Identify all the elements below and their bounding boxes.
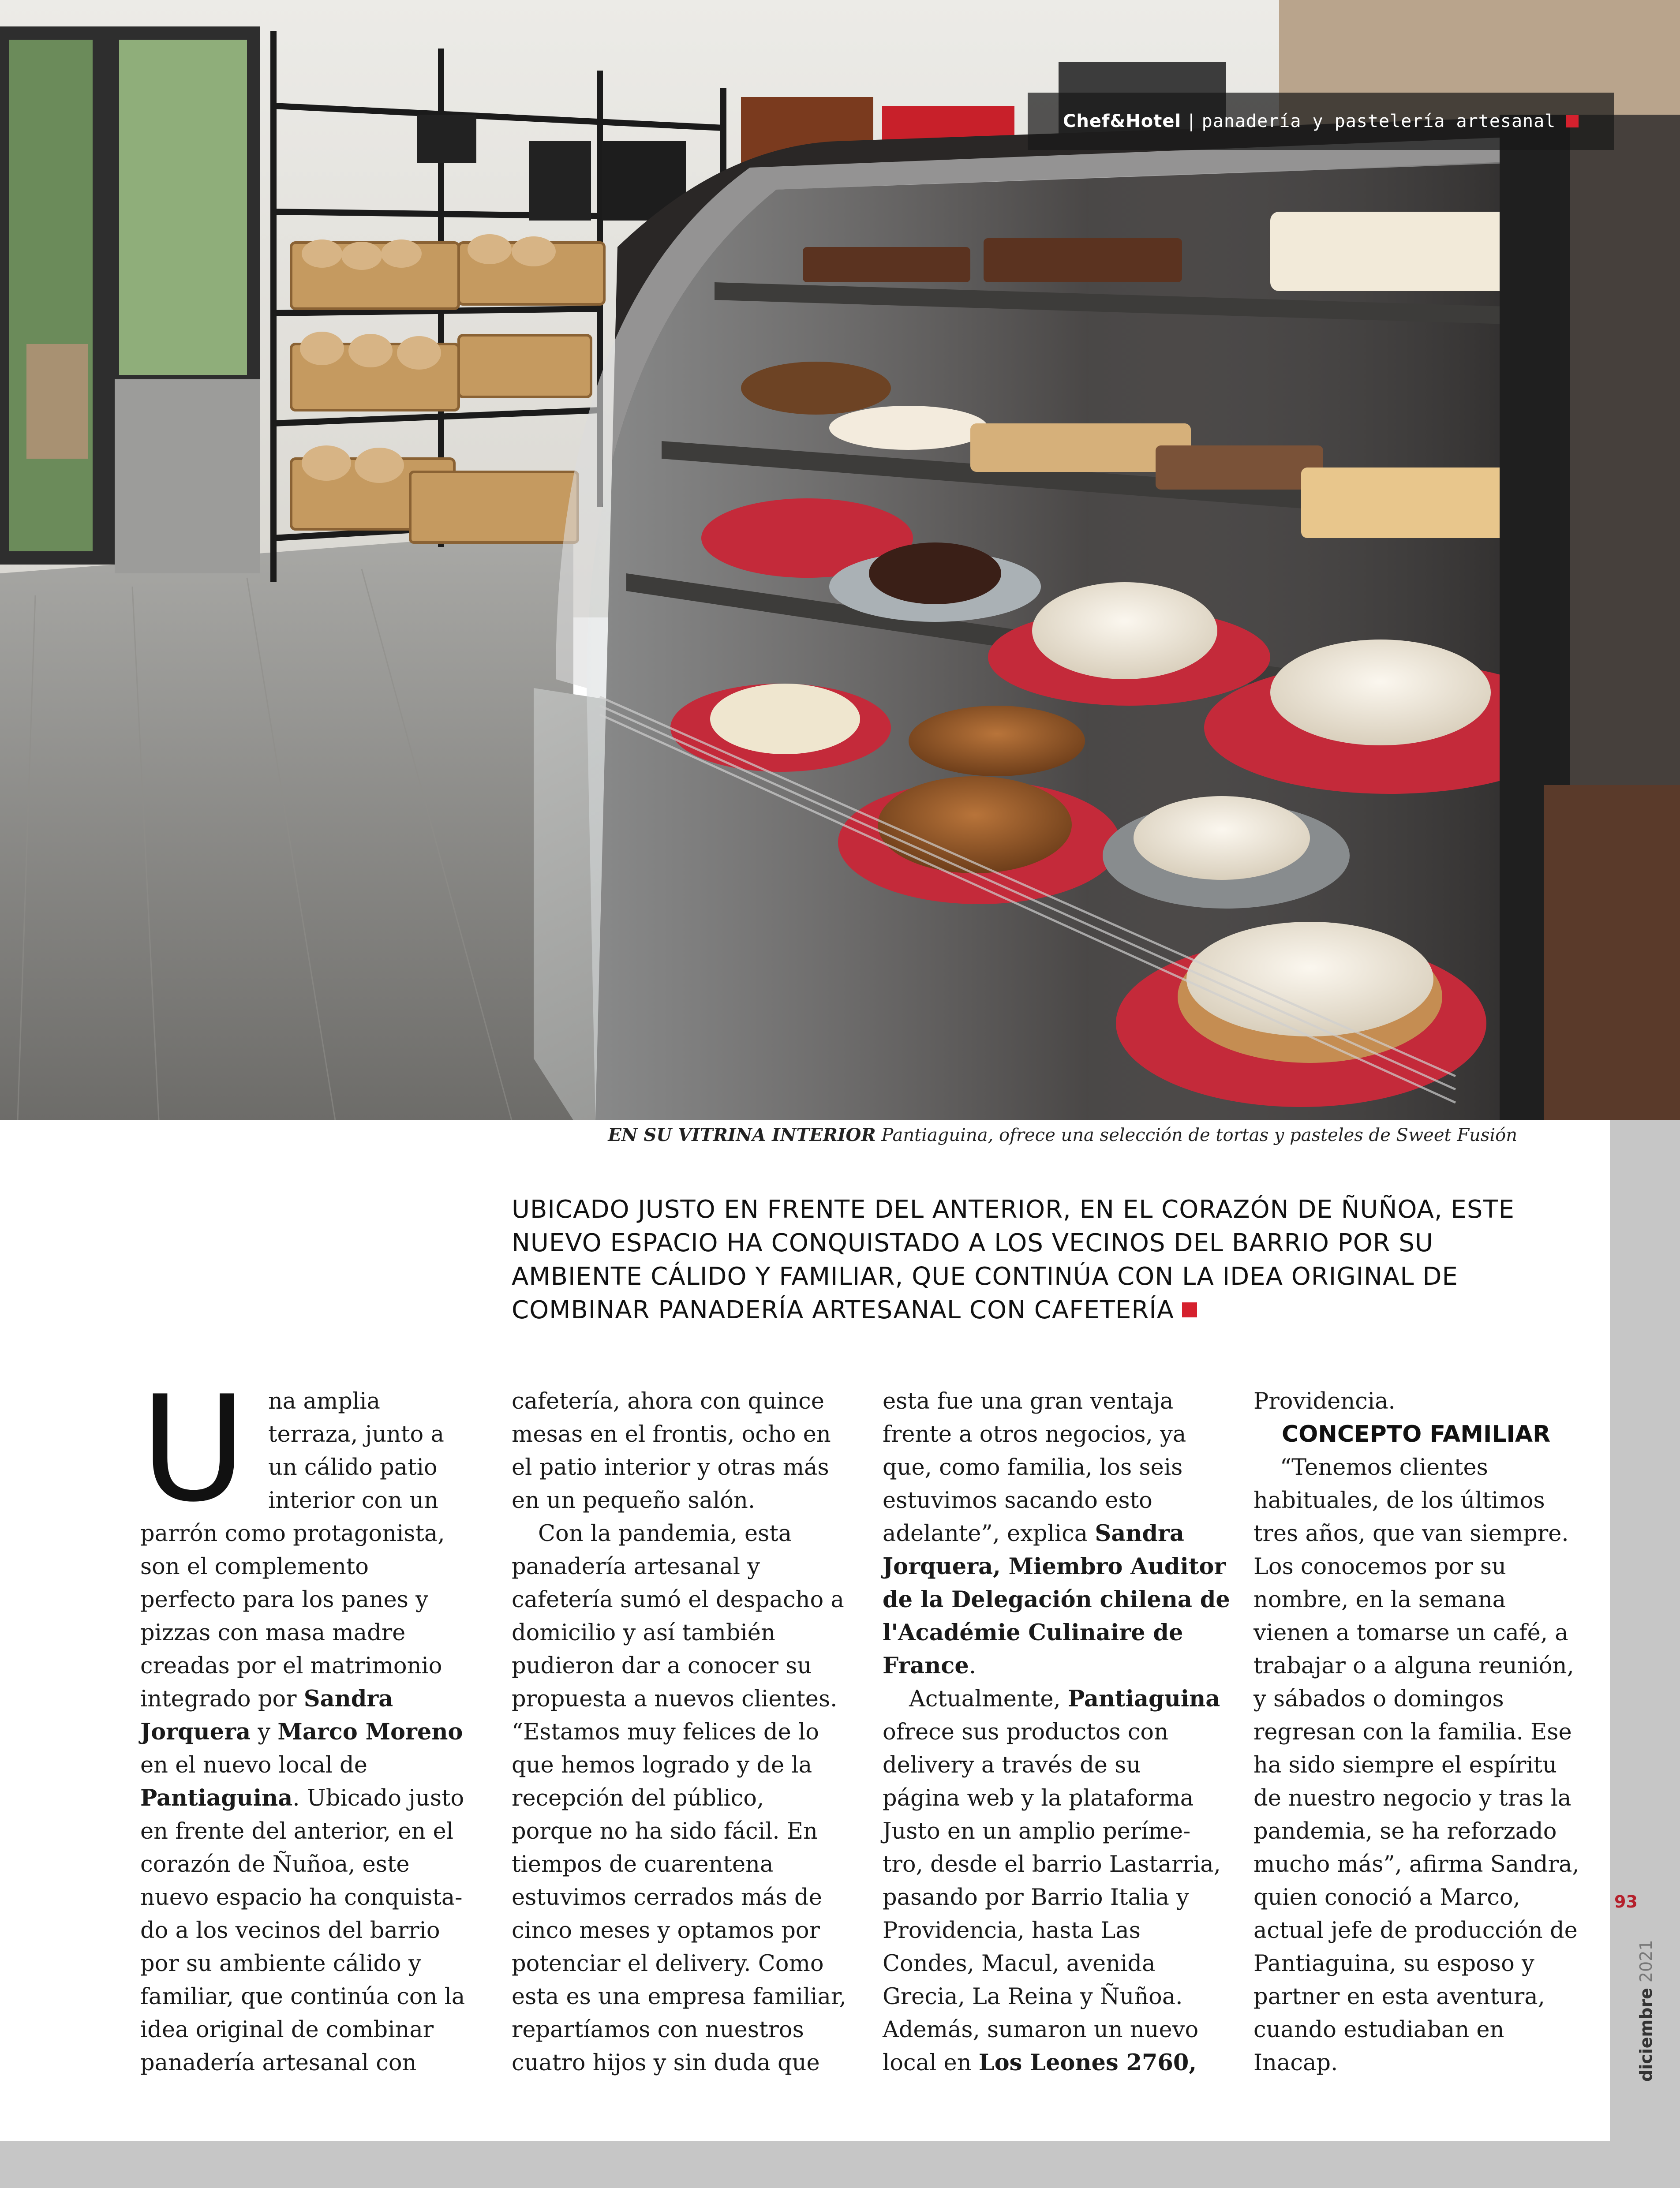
- body-line: Grecia, La Reina y Ñuñoa.: [883, 1984, 1183, 2010]
- body-line: en el nuevo local de: [140, 1752, 367, 1778]
- body-line: “Estamos muy felices de lo: [512, 1719, 819, 1745]
- body-line: creadas por el matrimonio: [140, 1653, 442, 1679]
- body-line: tres años, que van siempre.: [1253, 1521, 1569, 1547]
- body-line: esta fue una gran ventaja: [883, 1388, 1174, 1414]
- body-line: do a los vecinos del barrio: [140, 1918, 440, 1944]
- person-name: Jorquera: [140, 1719, 251, 1745]
- article-deck: [512, 1193, 1570, 1327]
- body-line: ha sido siempre el espíritu: [1253, 1752, 1557, 1778]
- body-line: repartíamos con nuestros: [512, 2017, 804, 2043]
- body-line: cuatro hijos y sin duda que: [512, 2050, 820, 2076]
- body-line: Justo en un amplio períme-: [883, 1818, 1191, 1844]
- body-line: adelante”, explica Sandra: [883, 1520, 1184, 1547]
- deck-line: NUEVO ESPACIO HA CONQUISTADO A LOS VECINOS DEL BARRIO POR SU: [512, 1229, 1433, 1257]
- body-line: estuvimos cerrados más de: [512, 1885, 822, 1911]
- photo-caption: [608, 1125, 1517, 1145]
- body-line: “Tenemos clientes: [1280, 1455, 1488, 1481]
- body-line: que, como familia, los seis: [883, 1455, 1183, 1481]
- body-line: panadería artesanal y: [512, 1554, 760, 1580]
- body-line: cafetería sumó el despacho a: [512, 1587, 844, 1613]
- body-line: l'Académie Culinaire de: [883, 1619, 1183, 1646]
- body-column-3: [883, 1385, 1230, 2080]
- drop-cap: U: [140, 1365, 247, 1534]
- body-line: tro, desde el barrio Lastarria,: [883, 1851, 1221, 1878]
- body-line: porque no ha sido fácil. En: [512, 1818, 818, 1844]
- body-line: Pantiaguina, su esposo y: [1253, 1951, 1534, 1977]
- body-line: recepción del público,: [512, 1785, 764, 1811]
- body-line: Además, sumaron un nuevo: [883, 2017, 1199, 2043]
- body-line: Condes, Macul, avenida: [883, 1951, 1156, 1977]
- body-line: propuesta a nuevos clientes.: [512, 1686, 838, 1712]
- body-line: Inacap.: [1253, 2050, 1338, 2076]
- deck-line: COMBINAR PANADERÍA ARTESANAL CON CAFETERÍA: [512, 1294, 1570, 1327]
- body-line: trabajar o a alguna reunión,: [1253, 1653, 1574, 1679]
- body-line: Con la pandemia, esta: [538, 1521, 792, 1547]
- section-subhead: CONCEPTO FAMILIAR: [1282, 1421, 1551, 1447]
- body-line: mesas en el frontis, ocho en: [512, 1421, 831, 1447]
- body-line: habituales, de los últimos: [1253, 1488, 1545, 1514]
- section-name: panadería y pastelería artesanal: [1201, 111, 1556, 131]
- body-line: France.: [883, 1653, 977, 1679]
- address: Los Leones 2760: [978, 2050, 1189, 2076]
- body-line: Pantiaguina. Ubicado justo: [140, 1785, 464, 1811]
- body-line: idea original de combinar: [140, 2017, 434, 2043]
- body-line: familiar, que continúa con la: [140, 1984, 465, 2010]
- body-line: Jorquera y Marco Moreno: [140, 1719, 463, 1745]
- body-line: perfecto para los panes y: [140, 1587, 428, 1613]
- body-line: cafetería, ahora con quince: [512, 1388, 824, 1414]
- body-line: terraza, junto a: [268, 1421, 444, 1447]
- body-line: Providencia, hasta Las: [883, 1918, 1141, 1944]
- body-line: frente a otros negocios, ya: [883, 1421, 1186, 1447]
- body-line: estuvimos sacando esto: [883, 1488, 1152, 1514]
- body-line: quien conoció a Marco,: [1253, 1885, 1520, 1911]
- body-line: Jorquera, Miembro Auditor: [883, 1553, 1226, 1580]
- body-line: pasando por Barrio Italia y: [883, 1885, 1189, 1911]
- body-line: de la Delegación chilena de: [883, 1586, 1230, 1613]
- body-line: tiempos de cuarentena: [512, 1851, 774, 1878]
- body-line: potenciar el delivery. Como: [512, 1951, 824, 1977]
- person-name: Marco Moreno: [277, 1719, 463, 1745]
- person-name: Sandra: [1095, 1520, 1184, 1547]
- body-line: interior con un: [268, 1488, 438, 1514]
- body-line: mucho más”, afirma Sandra,: [1253, 1851, 1579, 1878]
- body-line: Actualmente, Pantiaguina: [909, 1686, 1220, 1712]
- body-line: Providencia.: [1253, 1388, 1396, 1414]
- body-line: parrón como protagonista,: [140, 1521, 445, 1547]
- brand-name: Pantiaguina: [1067, 1686, 1220, 1712]
- red-square-icon: [1182, 1302, 1197, 1317]
- body-line: na amplia: [268, 1388, 380, 1414]
- issue-date: diciembre2021: [1636, 1940, 1656, 2082]
- body-line: ofrece sus productos con: [883, 1719, 1168, 1745]
- body-line: panadería artesanal con: [140, 2050, 417, 2076]
- body-line: nuevo espacio ha conquista-: [140, 1885, 463, 1911]
- body-line: integrado por Sandra: [140, 1686, 393, 1712]
- body-column-1: [140, 1365, 484, 2080]
- body-line: regresan con la familia. Ese: [1253, 1719, 1572, 1745]
- section-header-tag: [1028, 93, 1614, 150]
- header-separator: |: [1188, 111, 1195, 131]
- body-line: el patio interior y otras más: [512, 1455, 829, 1481]
- body-line: que hemos logrado y de la: [512, 1752, 812, 1778]
- body-line: cuando estudiaban en: [1253, 2017, 1504, 2043]
- caption-lead: EN SU VITRINA INTERIOR: [608, 1125, 876, 1145]
- body-column-2: [512, 1385, 856, 2080]
- body-line: Los conocemos por su: [1253, 1554, 1506, 1580]
- body-line: esta es una empresa familiar,: [512, 1984, 846, 2010]
- body-line: vienen a tomarse un café, a: [1253, 1620, 1568, 1646]
- body-line: por su ambiente cálido y: [140, 1951, 421, 1977]
- body-line: son el complemento: [140, 1554, 369, 1580]
- body-line: en frente del anterior, en el: [140, 1818, 454, 1844]
- body-line: pudieron dar a conocer su: [512, 1653, 812, 1679]
- body-line: actual jefe de producción de: [1253, 1918, 1578, 1944]
- body-line: en un pequeño salón.: [512, 1488, 756, 1514]
- body-line: página web y la plataforma: [883, 1785, 1194, 1811]
- body-column-4: [1253, 1385, 1598, 2080]
- page-number: 93: [1614, 1892, 1638, 1911]
- body-line: un cálido patio: [268, 1455, 438, 1481]
- red-square-icon: [1566, 115, 1579, 127]
- body-line: nombre, en la semana: [1253, 1587, 1506, 1613]
- person-name: Sandra: [303, 1686, 393, 1712]
- body-line: pizzas con masa madre: [140, 1620, 406, 1646]
- body-line: de nuestro negocio y tras la: [1253, 1785, 1571, 1811]
- deck-line: AMBIENTE CÁLIDO Y FAMILIAR, QUE CONTINÚA CON LA IDEA ORIGINAL DE: [512, 1262, 1458, 1291]
- brand-name: Pantiaguina: [140, 1785, 293, 1811]
- body-line: y sábados o domingos: [1253, 1686, 1504, 1712]
- deck-line: UBICADO JUSTO EN FRENTE DEL ANTERIOR, EN EL CORAZÓN DE ÑUÑOA, ESTE: [512, 1195, 1515, 1224]
- magazine-name: Chef&Hotel: [1063, 111, 1182, 131]
- body-line: domicilio y así también: [512, 1620, 775, 1646]
- caption-text: Pantiaguina, ofrece una selección de tortas y pasteles de Sweet Fusión: [876, 1125, 1517, 1145]
- body-line: partner en esta aventura,: [1253, 1984, 1545, 2010]
- body-line: local en Los Leones 2760,: [883, 2050, 1197, 2076]
- body-line: cinco meses y optamos por: [512, 1918, 820, 1944]
- body-line: delivery a través de su: [883, 1752, 1141, 1778]
- body-line: pandemia, se ha reforzado: [1253, 1818, 1557, 1844]
- body-line: corazón de Ñuñoa, este: [140, 1851, 410, 1878]
